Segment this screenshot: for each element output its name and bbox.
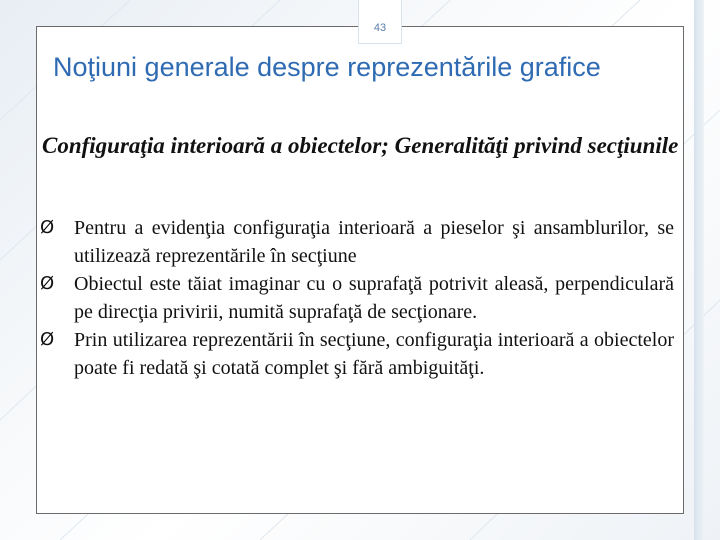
bullet-text: Prin utilizarea reprezentării în secţiune, configuraţia interioară a obiectelor poate fi redată şi cotată complet şi fără ambiguităţi. xyxy=(74,329,674,379)
list-item xyxy=(40,326,674,382)
right-accent-bar xyxy=(694,0,704,540)
arrow-bullet-icon: Ø xyxy=(40,329,55,350)
page-number: 43 xyxy=(373,22,387,34)
list-item xyxy=(40,270,674,326)
bullet-list xyxy=(40,214,674,382)
bullet-text: Obiectul este tăiat imaginar cu o suprafaţă potrivit aleasă, perpendiculară pe direcţia privirii, numită suprafaţă de secţionare. xyxy=(74,273,674,323)
bullet-text: Pentru a evidenţia configuraţia interioară a pieselor şi ansamblurilor, se utilizează reprezentările în secţiune xyxy=(74,217,674,267)
slide-title: Noţiuni generale despre reprezentările grafice xyxy=(53,52,601,82)
arrow-bullet-icon: Ø xyxy=(40,273,55,294)
list-item xyxy=(40,214,674,270)
slide-subtitle: Configuraţia interioară a obiectelor; Generalităţi privind secţiunile xyxy=(42,133,679,158)
arrow-bullet-icon: Ø xyxy=(40,217,55,238)
